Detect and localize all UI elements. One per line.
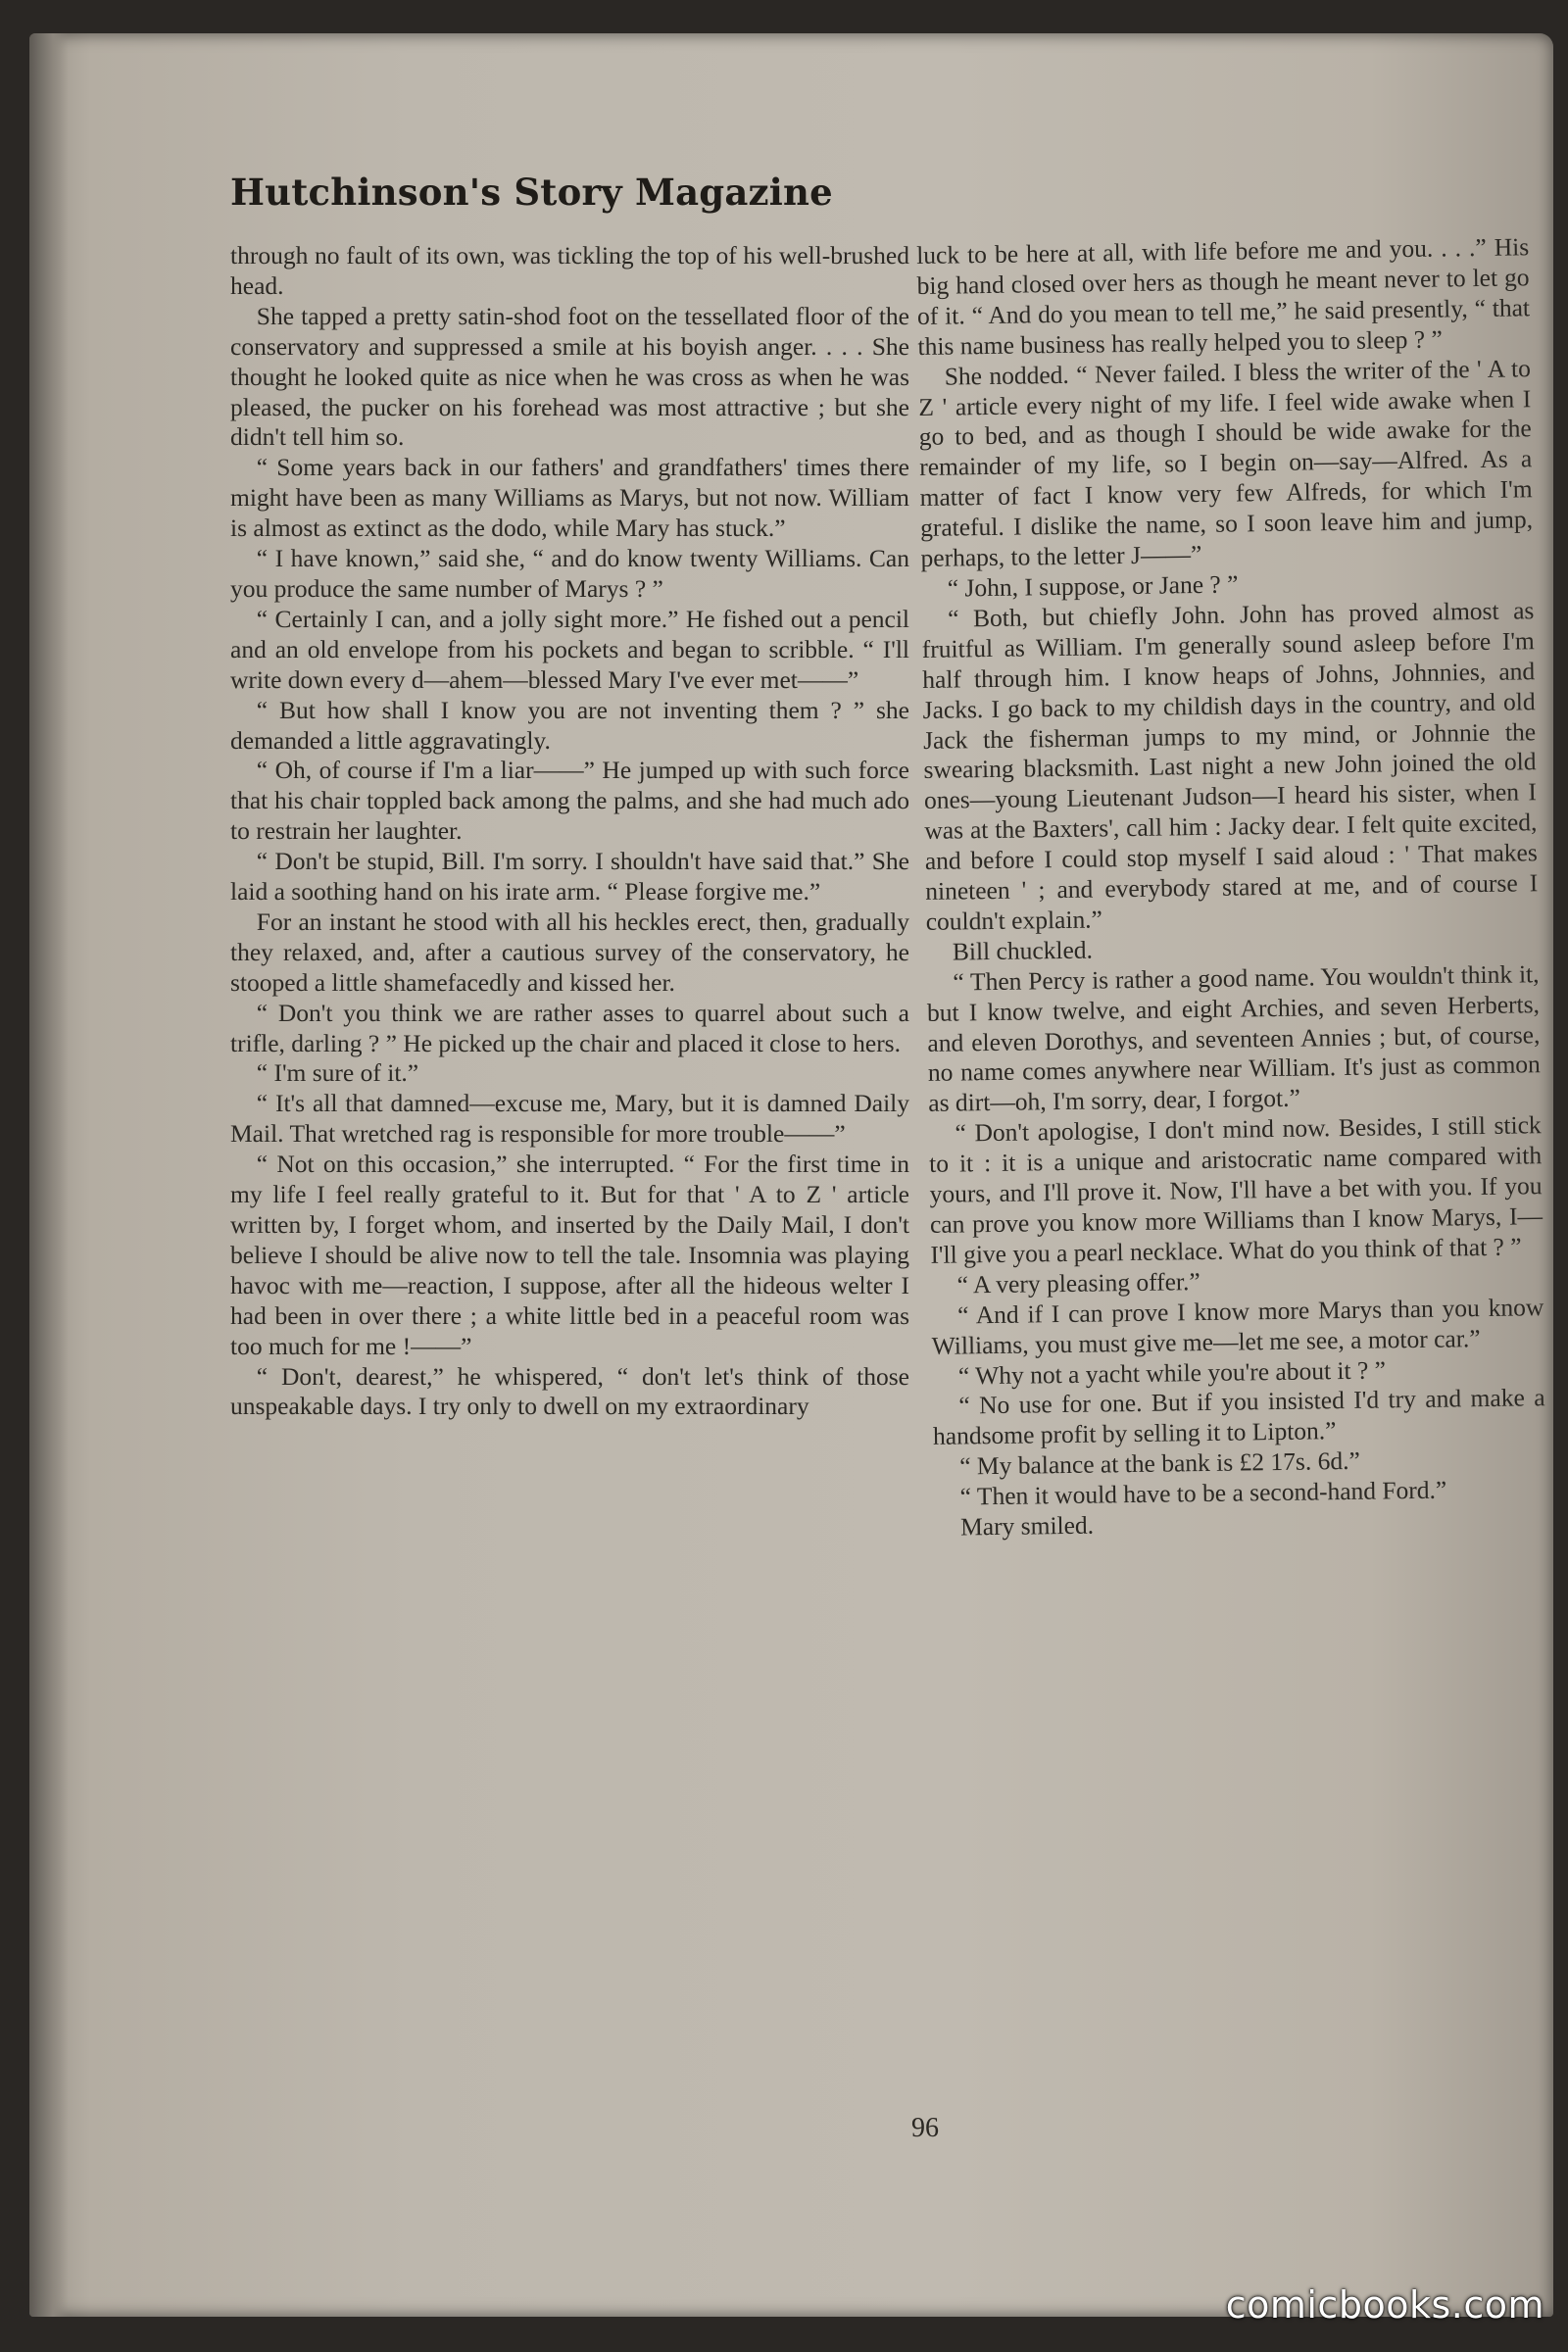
paragraph: Bill chuckled. [952, 935, 1094, 966]
paragraph: “ It's all that damned—excuse me, Mary, but it is damned Daily Mail. That wretched rag is responsible for more trouble——” [230, 1089, 909, 1149]
right-text-column [916, 232, 1546, 1544]
paragraph: “ Don't be stupid, Bill. I'm sorry. I shouldn't have said that.” She laid a soothing hand on his irate arm. “ Please forgive me.” [230, 847, 909, 906]
paragraph: “ Don't you think we are rather asses to quarrel about such a trifle, darling ? ” He picked up the chair and placed it close to hers. [230, 998, 909, 1057]
page-binding-shadow [29, 33, 69, 2317]
paragraph: She tapped a pretty satin-shod foot on the tessellated floor of the conservatory and suppressed a smile at his boyish anger. . . . She thought he looked quite as nice when he was cross as when he was pleased, the pucker on his forehead was most attractive ; but she didn't tell him so. [230, 301, 909, 452]
paragraph: “ John, I suppose, or Jane ? ” [947, 569, 1239, 603]
paragraph: “ My balance at the bank is £2 17s. 6d.” [959, 1446, 1360, 1481]
paragraph: “ Not on this occasion,” she interrupted. “ For the first time in my life I feel really grateful to it. But for that ' A to Z ' article written by, I forget whom, and inserted by the Daily Mail, I don't believe I should be alive now to tell the tale. Insomnia was playing havoc with me—reaction, I suppose, after all the hideous welter I had been in over there ; a white little bed in a peaceful room was too much for me !——” [230, 1150, 909, 1360]
paragraph: “ Some years back in our fathers' and grandfathers' times there might have been as many Williams as Marys, but not now. William is almost as extinct as the dodo, while Mary has stuck.” [230, 453, 909, 543]
paragraph: For an instant he stood with all his heckles erect, then, gradually they relaxed, and, after a cautious survey of the conservatory, he stooped a little shamefacedly and kissed her. [230, 906, 909, 997]
paragraph: “ Don't apologise, I don't mind now. Besides, I still stick to it : it is a unique and aristocratic name compared with yours, and I'll prove it. Now, I'll have a bet with you. If you can prove you know more Williams than I know Marys, I—I'll give you a pearl necklace. What do you think of that ? ” [928, 1110, 1544, 1269]
paragraph: “ Certainly I can, and a jolly sight more.” He fished out a pencil and an old envelope from his pockets and began to scribble. “ I'll write down every d—ahem—blessed Mary I've ever met——” [230, 604, 909, 694]
paragraph: “ Both, but chiefly John. John has proved almost as fruitful as William. I'm generally sound asleep before I'm half through him. I know heaps of Johns, Johnnies, and Jacks. I go back to my childish days in the country, and old Jack the fisherman jumps to my mind, or Johnnie the swearing blacksmith. Last night a new John joined the old ones—young Lieutenant Judson—I heard his sister, when I was at the Baxters', call him : Jacky dear. I felt quite excited, and before I could stop myself I said aloud : ' That makes nineteen ' ; and everybody stared at me, and of course I couldn't explain.” [921, 596, 1539, 936]
left-text-column [230, 241, 909, 1422]
paragraph: “ No use for one. But if you insisted I'd try and make a handsome profit by selling it to Lipton.” [932, 1383, 1545, 1451]
running-header: Hutchinson's Story Magazine [230, 171, 833, 214]
paragraph: “ Then Percy is rather a good name. You wouldn't think it, but I know twelve, and eight Archies, and seven Herberts, and eleven Dorothys, and seventeen Annies ; but, of course, no name comes anywhere near William. It's just as common as dirt—oh, I'm sorry, dear, I forgot.” [926, 958, 1541, 1118]
paragraph: “ Oh, of course if I'm a liar——” He jumped up with such force that his chair toppled back among the palms, and she had much ado to restrain her laughter. [230, 756, 909, 846]
paragraph: “ And if I can prove I know more Marys than you know Williams, you must give me—let me see, a motor car.” [931, 1292, 1544, 1360]
paragraph: “ Why not a yacht while you're about it ? ” [957, 1354, 1387, 1391]
paragraph: “ I have known,” said she, “ and do know twenty Williams. Can you produce the same number of Marys ? ” [230, 544, 909, 603]
paragraph: through no fault of its own, was tickling the top of his well-brushed head. [230, 241, 909, 300]
paragraph: “ Don't, dearest,” he whispered, “ don't let's think of those unspeakable days. I try only to dwell on my extraordinary [230, 1361, 909, 1421]
paragraph: Mary smiled. [959, 1510, 1095, 1542]
site-watermark: comicbooks.com [1225, 2283, 1544, 2327]
page-number: 96 [911, 2113, 939, 2143]
paragraph: She nodded. “ Never failed. I bless the writer of the ' A to Z ' article every night of my life. I feel wide awake when I go to bed, and as though I should be wide awake for the remainder of my life, so I begin on—say—Alfred. As a matter of fact I know very few Alfreds, for which I'm grateful. I dislike the name, so I soon leave him and jump, perhaps, to the letter J——” [918, 353, 1534, 573]
paragraph: “ But how shall I know you are not inventing them ? ” she demanded a little aggravatingly. [230, 695, 909, 755]
magazine-page [29, 33, 1553, 2317]
paragraph: luck to be here at all, with life before me and you. . . .” His big hand closed over hers as though he meant never to let go of it. “ And do you mean to tell me,” he said presently, “ that this name business has really helped you to sleep ? ” [916, 232, 1531, 361]
paragraph: “ A very pleasing offer.” [956, 1266, 1200, 1299]
paragraph: “ I'm sure of it.” [256, 1058, 419, 1088]
paragraph: “ Then it would have to be a second-hand Ford.” [959, 1475, 1447, 1511]
